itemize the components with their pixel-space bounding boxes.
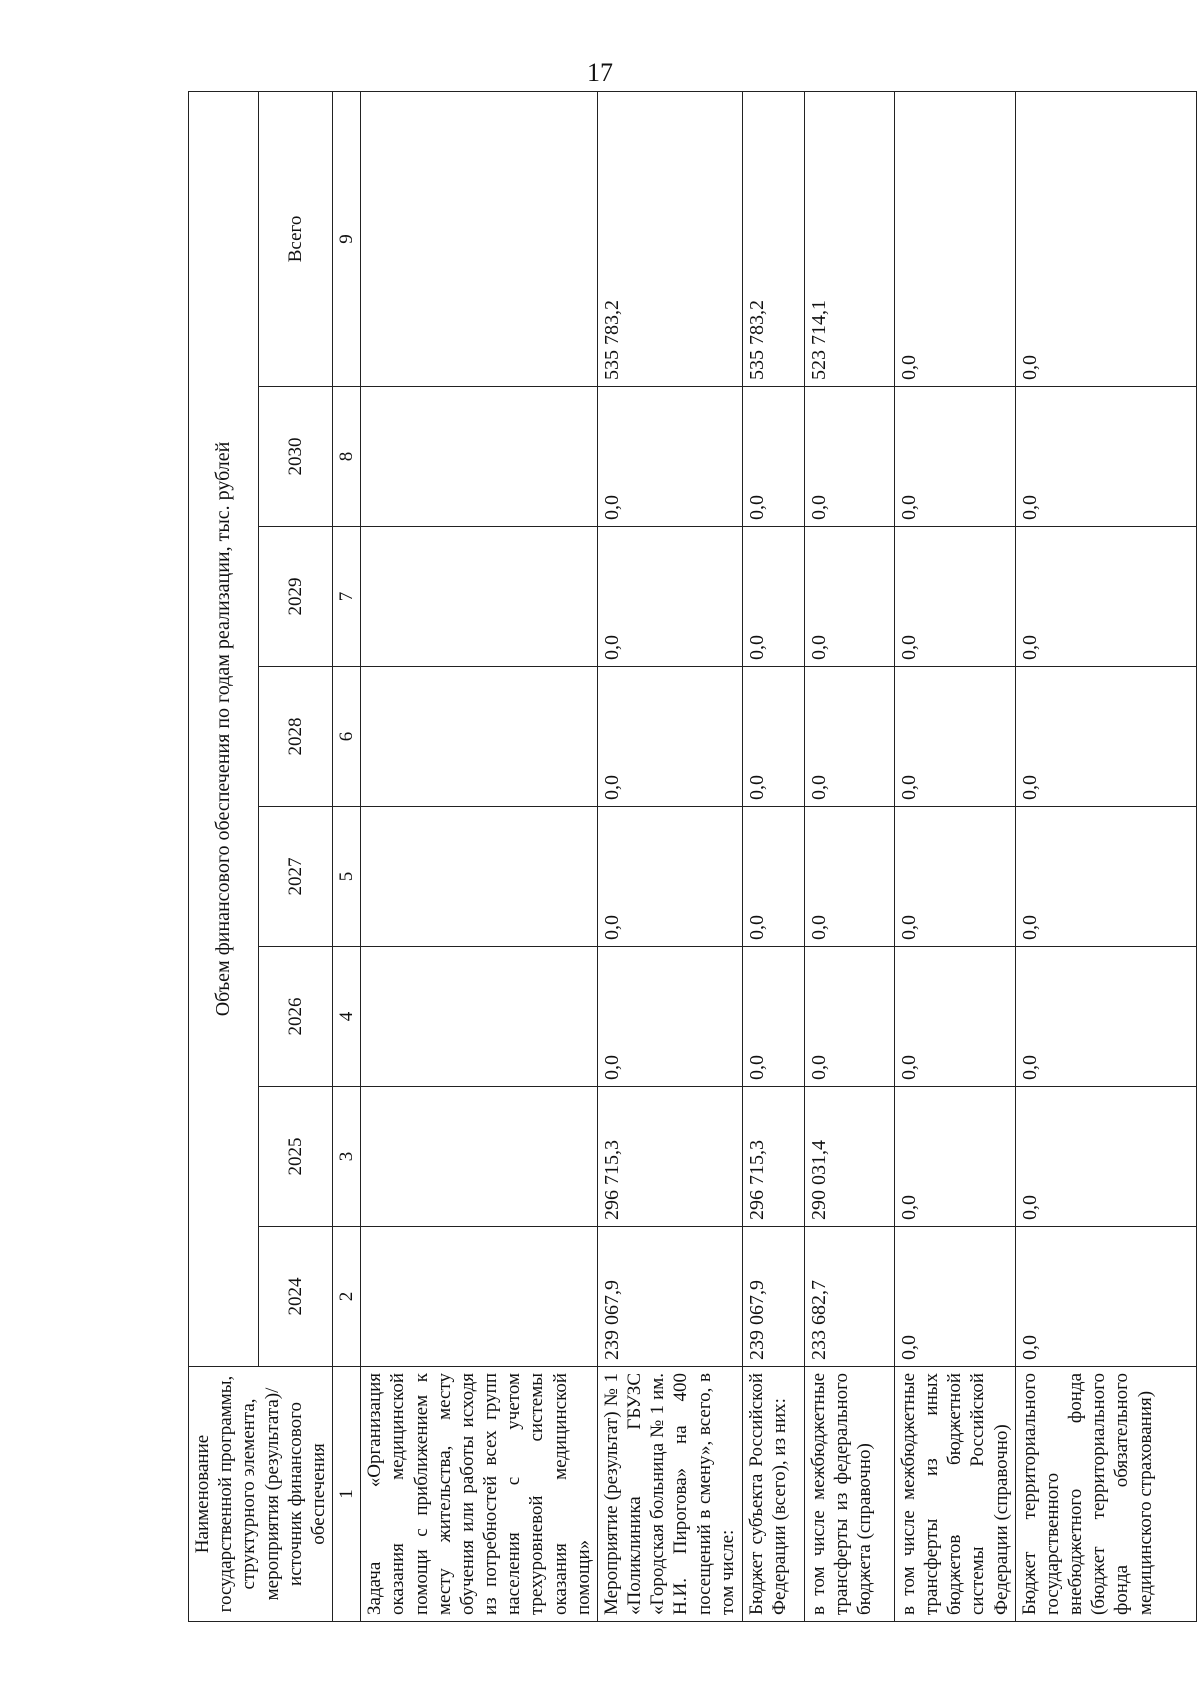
value-cell xyxy=(361,1226,598,1366)
value-cell: 0,0 xyxy=(804,946,894,1086)
value-cell: 0,0 xyxy=(1015,1086,1196,1226)
value-cell: 0,0 xyxy=(894,526,1015,666)
value-cell: 535 783,2 xyxy=(597,91,742,386)
header-volume: Объем финансового обеспечения по годам реализации, тыс. рублей xyxy=(212,441,235,1017)
value-cell: 239 067,9 xyxy=(742,1226,804,1366)
year-2024: 2024 xyxy=(258,1226,332,1366)
table-row xyxy=(597,91,742,1621)
value-cell xyxy=(361,386,598,526)
value-cell: 0,0 xyxy=(597,386,742,526)
value-cell: 523 714,1 xyxy=(804,91,894,386)
value-cell: 233 682,7 xyxy=(804,1226,894,1366)
value-cell: 0,0 xyxy=(597,526,742,666)
row-name: в том числе межбюджетные трансферты из федерального бюджета (справочно) xyxy=(804,1366,894,1621)
value-cell: 0,0 xyxy=(1015,91,1196,386)
value-cell: 296 715,3 xyxy=(742,1086,804,1226)
column-number-6: 6 xyxy=(333,666,361,806)
header-volume-cell xyxy=(189,91,259,1366)
value-cell: 0,0 xyxy=(742,666,804,806)
table-row xyxy=(361,91,598,1621)
value-cell: 0,0 xyxy=(804,806,894,946)
column-number-4: 4 xyxy=(333,946,361,1086)
value-cell: 0,0 xyxy=(894,666,1015,806)
value-cell xyxy=(361,526,598,666)
column-number-8: 8 xyxy=(333,386,361,526)
column-number-3: 3 xyxy=(333,1086,361,1226)
year-2028: 2028 xyxy=(258,666,332,806)
row-name: Бюджет субъекта Российской Федерации (всего), из них: xyxy=(742,1366,804,1621)
value-cell: 0,0 xyxy=(894,91,1015,386)
row-name: Бюджет территориального государственного внебюджетного фонда (бюджет территориального фонда обязательного медицинского страхования) xyxy=(1015,1366,1196,1621)
year-2027: 2027 xyxy=(258,806,332,946)
value-cell: 0,0 xyxy=(804,666,894,806)
year-2025: 2025 xyxy=(258,1086,332,1226)
value-cell: 0,0 xyxy=(894,1226,1015,1366)
value-cell: 0,0 xyxy=(742,806,804,946)
value-cell: 0,0 xyxy=(742,946,804,1086)
value-cell: 0,0 xyxy=(804,386,894,526)
value-cell: 290 031,4 xyxy=(804,1086,894,1226)
value-cell: 0,0 xyxy=(1015,806,1196,946)
column-number-1: 1 xyxy=(333,1366,361,1621)
value-cell: 0,0 xyxy=(1015,1226,1196,1366)
table-row xyxy=(894,91,1015,1621)
value-cell: 0,0 xyxy=(894,806,1015,946)
header-name-cell xyxy=(189,1366,333,1621)
table-row xyxy=(742,91,804,1621)
value-cell xyxy=(361,946,598,1086)
value-cell: 0,0 xyxy=(597,806,742,946)
column-number-2: 2 xyxy=(333,1226,361,1366)
value-cell: 0,0 xyxy=(597,666,742,806)
rotated-table-wrapper xyxy=(188,132,1156,1622)
row-name: Задача «Организация оказания медицинской помощи с приближением к месту жительства, месту обучения или работы исходя из потребностей всех групп населения с учетом трехуровневой системы оказания медицинской помощи» xyxy=(361,1366,598,1621)
value-cell: 0,0 xyxy=(742,386,804,526)
header-name: Наименование государственной программы, структурного элемента, мероприятия (результата)/источник финансового обеспечения xyxy=(192,1375,329,1613)
year-2029: 2029 xyxy=(258,526,332,666)
value-cell xyxy=(361,1086,598,1226)
value-cell: 0,0 xyxy=(597,946,742,1086)
value-cell: 535 783,2 xyxy=(742,91,804,386)
column-number-5: 5 xyxy=(333,806,361,946)
value-cell: 0,0 xyxy=(1015,386,1196,526)
column-number-7: 7 xyxy=(333,526,361,666)
year-2030: 2030 xyxy=(258,386,332,526)
value-cell xyxy=(361,91,598,386)
value-cell: 0,0 xyxy=(742,526,804,666)
value-cell: 296 715,3 xyxy=(597,1086,742,1226)
value-cell: 0,0 xyxy=(894,946,1015,1086)
value-cell xyxy=(361,666,598,806)
financing-table xyxy=(188,91,1197,1622)
table-row xyxy=(804,91,894,1621)
row-name: Мероприятие (результат) № 1 «Поликлиника ГБУЗС «Городская больница № 1 им. Н.И. Пирогова» на 400 посещений в смену», всего, в том числе: xyxy=(597,1366,742,1621)
table-row xyxy=(1015,91,1196,1621)
value-cell xyxy=(361,806,598,946)
value-cell: 0,0 xyxy=(1015,666,1196,806)
value-cell: 239 067,9 xyxy=(597,1226,742,1366)
year-2026: 2026 xyxy=(258,946,332,1086)
row-name: в том числе межбюджетные трансферты из иных бюджетов бюджетной системы Российской Федерации (справочно) xyxy=(894,1366,1015,1621)
value-cell: 0,0 xyxy=(1015,946,1196,1086)
column-number-9: 9 xyxy=(333,91,361,386)
page-number: 17 xyxy=(587,58,613,87)
value-cell: 0,0 xyxy=(894,1086,1015,1226)
value-cell: 0,0 xyxy=(804,526,894,666)
value-cell: 0,0 xyxy=(894,386,1015,526)
year-total: Всего xyxy=(258,91,332,386)
value-cell: 0,0 xyxy=(1015,526,1196,666)
